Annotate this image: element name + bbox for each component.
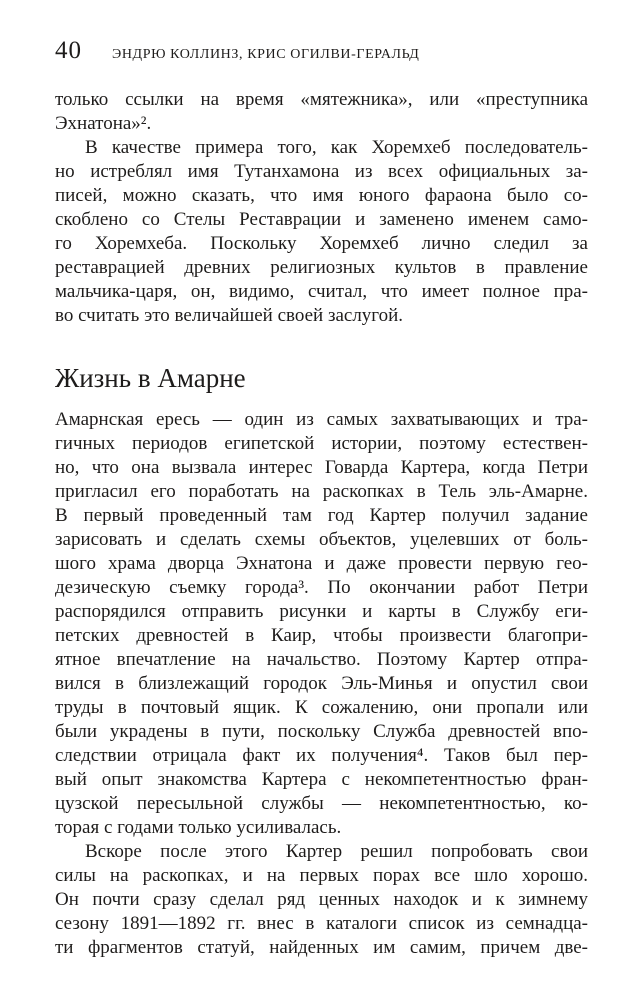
text-line: вый опыт знакомства Картера с некомпетентностью фран- — [55, 769, 588, 790]
text-line: шого храма дворца Эхнатона и даже провести первую гео- — [55, 553, 588, 574]
text-line: труды в почтовый ящик. К сожалению, они пропали или — [55, 697, 588, 718]
paragraph — [55, 136, 588, 328]
text-line: писей, можно сказать, что имя юного фараона было со- — [55, 185, 588, 206]
text-line: В качестве примера того, как Хоремхеб последователь- — [85, 137, 588, 158]
text-line: гичных периодов египетской истории, поэтому естествен- — [55, 433, 588, 454]
text-line: торая с годами только усиливалась. — [55, 817, 342, 838]
page-body — [55, 88, 588, 960]
text-line: цузской пересыльной службы — некомпетентностью, ко- — [55, 793, 588, 814]
page-header — [55, 38, 588, 63]
text-line: но истреблял имя Тутанхамона из всех официальных за- — [55, 161, 588, 182]
text-line: ти фрагментов статуй, найденных им самим, причем две- — [55, 937, 588, 958]
paragraph — [55, 88, 588, 136]
text-line: В первый проведенный там год Картер получил задание — [55, 505, 588, 526]
page-number: 40 — [55, 37, 82, 64]
text-line: го Хоремхеба. Поскольку Хоремхеб лично следил за — [55, 233, 588, 254]
text-line: дезическую съемку города³. По окончании работ Петри — [55, 577, 588, 598]
text-line: только ссылки на время «мятежника», или «преступника — [55, 89, 588, 110]
text-line: ятное впечатление на начальство. Поэтому Картер отпра- — [55, 649, 588, 670]
text-line: мальчика-царя, он, видимо, считал, что имеет полное пра- — [55, 281, 588, 302]
text-line: но, что она вызвала интерес Говарда Картера, когда Петри — [55, 457, 588, 478]
text-line: силы на раскопках, и на первых порах все шло хорошо. — [55, 865, 588, 886]
text-line: следствии отрицала факт их получения⁴. Таков был пер- — [55, 745, 588, 766]
text-line: были украдены в пути, поскольку Служба древностей впо- — [55, 721, 588, 742]
paragraph — [55, 840, 588, 960]
text-line: Амарнская ересь — один из самых захватывающих и тра- — [55, 409, 588, 430]
text-line: реставрацией древних религиозных культов в правление — [55, 257, 588, 278]
text-line: сезону 1891—1892 гг. внес в каталоги список из семнадца- — [55, 913, 588, 934]
text-line: петских древностей в Каир, чтобы произвести благопри- — [55, 625, 588, 646]
text-line: скоблено со Стелы Реставрации и заменено именем само- — [55, 209, 588, 230]
text-line: пригласил его поработать на раскопках в Тель эль-Амарне. — [55, 481, 588, 502]
running-head: ЭНДРЮ КОЛЛИНЗ, КРИС ОГИЛВИ-ГЕРАЛЬД — [112, 47, 420, 62]
text-line: Он почти сразу сделал ряд ценных находок и к зимнему — [55, 889, 588, 910]
section-heading: Жизнь в Амарне — [55, 363, 246, 393]
text-line: Вскоре после этого Картер решил попробовать свои — [85, 841, 588, 862]
text-line: распорядился отправить рисунки и карты в Службу еги- — [55, 601, 588, 622]
text-line: вился в близлежащий городок Эль-Минья и опустил свои — [55, 673, 588, 694]
text-line: Эхнатона»². — [55, 113, 152, 134]
text-line: во считать это величайшей своей заслугой. — [55, 305, 404, 326]
paragraph — [55, 408, 588, 840]
text-line: зарисовать и сделать схемы объектов, уцелевших от боль- — [55, 529, 588, 550]
